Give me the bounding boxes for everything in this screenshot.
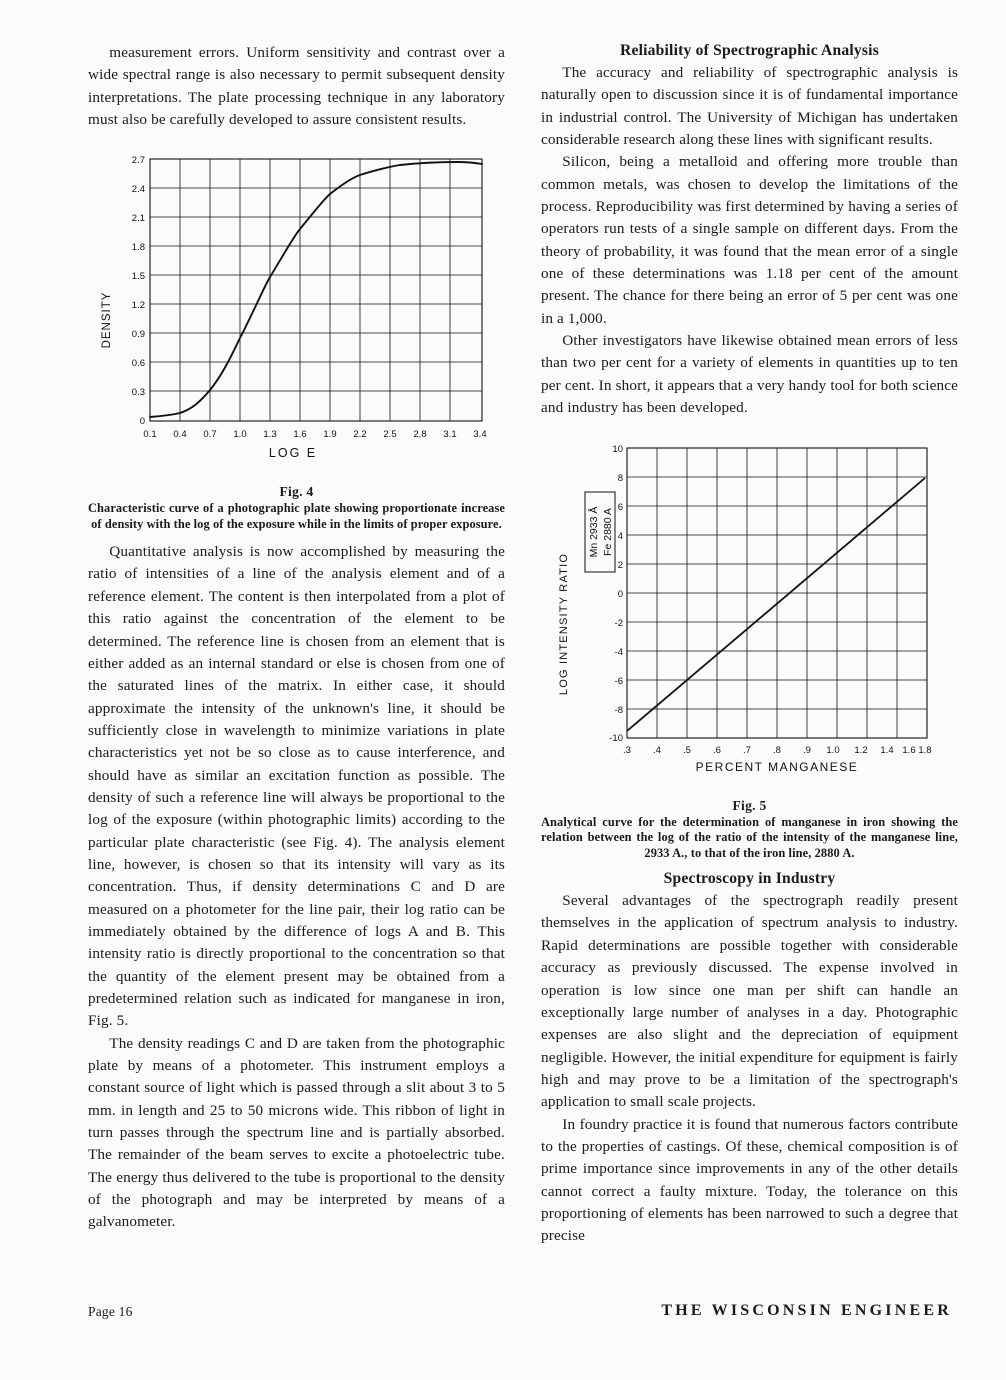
paragraph-left-1: measurement errors. Uniform sensitivity and contrast over a wide spectral range is also necessary to permit subsequent density interpretations. The plate processing technique in any laboratory must also be carefully developed to assure consistent results.: [88, 44, 505, 129]
manganese-analytical-curve-plot: [541, 434, 958, 789]
figure-4-caption: Characteristic curve of a photographic plate showing proportionate increase of density with the log of the exposure while in the limits of proper exposure.: [88, 501, 505, 532]
svg-text:1.2: 1.2: [854, 744, 868, 756]
figure-4-chart: [88, 145, 505, 480]
page-footer: [88, 1304, 958, 1328]
svg-text:-2: -2: [614, 617, 623, 629]
svg-text:1.9: 1.9: [323, 429, 337, 441]
svg-text:2.2: 2.2: [353, 429, 367, 441]
figure-5-chart: [541, 434, 958, 794]
svg-text:.9: .9: [803, 744, 811, 756]
svg-text:-4: -4: [614, 646, 623, 658]
svg-text:2.1: 2.1: [131, 213, 145, 225]
svg-text:0: 0: [617, 588, 623, 600]
figure-4: [88, 145, 505, 533]
svg-text:DENSITY: DENSITY: [101, 291, 113, 349]
svg-text:-10: -10: [609, 732, 623, 744]
svg-text:2.7: 2.7: [131, 155, 145, 167]
svg-text:-8: -8: [614, 704, 623, 716]
paragraph-left-2: Quantitative analysis is now accomplished by measuring the ratio of intensities of a line of the analysis element and of a reference element. The content is then interpolated from a plot of this ratio against the concentration of the element to be determined. The reference line is chosen from an element that is either added as an internal standard or else is chosen from one of the saturated lines of the matrix. In either case, it should approximate the intensity of the unknown's line, it should be sufficiently close in wavelength to minimize variations in plate characteristics yet not be so close as to cause interference, and should have as similar an excitation function as possible. The density of such a reference line will always be proportional to the log of the exposure (within photographic limits) according to the particular plate characteristic (see Fig. 4). The analysis element line, however, is chosen so that its intensity will vary as its concentration. Thus, if density determinations C and D are measured on a photometer for the line pair, their log ratio can be immediately obtained by the difference of logs A and B. This intensity ratio is directly proportional to the concentration so that the quantity of the element present may be obtained from a predetermined relation such as indicated for manganese in iron, Fig. 5.: [88, 543, 505, 1030]
svg-text:LOG INTENSITY RATIO: LOG INTENSITY RATIO: [558, 552, 570, 695]
svg-text:LOG E: LOG E: [268, 446, 318, 461]
svg-text:2.4: 2.4: [131, 184, 145, 196]
figure-4-title: Fig. 4: [279, 484, 314, 500]
svg-text:Mn 2933 Å: Mn 2933 Å: [588, 506, 600, 557]
svg-text:10: 10: [612, 443, 623, 455]
characteristic-curve-plot: [88, 145, 505, 475]
svg-text:.3: .3: [623, 744, 631, 756]
svg-text:2: 2: [617, 559, 623, 571]
svg-text:0: 0: [139, 416, 145, 428]
svg-text:1.5: 1.5: [131, 271, 145, 283]
svg-text:8: 8: [617, 472, 623, 484]
svg-text:1.8: 1.8: [918, 744, 932, 756]
svg-text:0.6: 0.6: [131, 358, 145, 370]
svg-text:4: 4: [617, 530, 623, 542]
paragraph-right-3: Other investigators have likewise obtained mean errors of less than two per cent for a variety of elements in quantities up to ten per cent. In short, it appears that a very handy tool for both science and industry has been developed.: [541, 332, 958, 417]
svg-text:1.4: 1.4: [880, 744, 894, 756]
svg-text:2.8: 2.8: [413, 429, 427, 441]
line-pair-label: [585, 492, 615, 572]
figure-5-title: Fig. 5: [732, 797, 767, 813]
svg-text:1.8: 1.8: [131, 242, 145, 254]
svg-text:0.4: 0.4: [173, 429, 187, 441]
two-column-layout: [88, 42, 958, 1282]
svg-text:0.9: 0.9: [131, 329, 145, 341]
svg-text:0.3: 0.3: [131, 387, 145, 399]
section-heading-reliability: Reliability of Spectrographic Analysis: [620, 42, 879, 59]
journal-title: THE WISCONSIN ENGINEER: [661, 1302, 952, 1319]
svg-text:PERCENT MANGANESE: PERCENT MANGANESE: [695, 759, 859, 774]
left-column: [88, 42, 505, 1282]
svg-text:2.5: 2.5: [383, 429, 397, 441]
svg-text:0.1: 0.1: [143, 429, 157, 441]
right-column: [541, 42, 958, 1282]
svg-text:1.2: 1.2: [131, 300, 145, 312]
svg-text:.8: .8: [773, 744, 781, 756]
svg-text:-6: -6: [614, 675, 623, 687]
svg-text:3.1: 3.1: [443, 429, 457, 441]
svg-text:.5: .5: [683, 744, 691, 756]
svg-text:.6: .6: [713, 744, 721, 756]
svg-text:1.6: 1.6: [902, 744, 916, 756]
paragraph-right-1: The accuracy and reliability of spectrographic analysis is naturally open to discussion since it is of fundamental importance in industrial control. The University of Michigan has undertaken considerable research along these lines with significant results.: [541, 64, 958, 149]
figure-5: [541, 434, 958, 863]
svg-text:1.6: 1.6: [293, 429, 307, 441]
svg-text:1.0: 1.0: [826, 744, 840, 756]
page-number: Page 16: [88, 1304, 133, 1319]
svg-text:Fe 2880 A: Fe 2880 A: [602, 507, 614, 556]
figure-5-caption: Analytical curve for the determination of manganese in iron showing the relation between the log of the ratio of the intensity of the manganese line, 2933 A., to that of the iron line, 2880 A.: [541, 814, 958, 861]
section-heading-spectroscopy: Spectroscopy in Industry: [663, 870, 836, 888]
paragraph-right-4: Several advantages of the spectrograph readily present themselves in the application of spectrum analysis to industry. Rapid determinations are possible together with considerable accuracy as previously discussed. The expense involved in operation is low since one man per shift can handle an exceptionally large number of analyses in a day. Photographic expenses are also slight and the depreciation of equipment negligible. However, the initial expenditure for equipment is fairly high and may prove to be a limitation of the spectrograph's application to small scale projects.: [541, 892, 958, 1111]
paragraph-left-3: The density readings C and D are taken from the photographic plate by means of a photometer. This instrument employs a constant source of light which is passed through a slit about 3 to 5 mm. in length and 25 to 50 microns wide. This ribbon of light in turn passes through the spectrum line and is partially absorbed. The remainder of the beam serves to excite a photoelectric tube. The energy thus delivered to the tube is proportional to the density of the photograph and may be interpreted by means of a galvanometer.: [88, 1034, 505, 1231]
paragraph-right-5: In foundry practice it is found that numerous factors contribute to the properties of castings. Of these, chemical composition is of prime importance since improvements in any of the other details cannot correct a faulty mixture. Today, the tolerance on this proportioning of elements has been narrowed to such a degree that precise: [541, 1115, 958, 1245]
svg-text:1.3: 1.3: [263, 429, 277, 441]
svg-text:.4: .4: [653, 744, 661, 756]
paragraph-right-2: Silicon, being a metalloid and offering more trouble than common metals, was chosen to develop the limitations of the process. Reproducibility was first determined by having a series of operators run tests of a single sample on different days. From the theory of probability, it was found that the mean error of a single one of these determinations was 1.18 per cent of the amount present. The chance for there being an error of 5 per cent was one in a 1,000.: [541, 153, 958, 327]
svg-text:1.0: 1.0: [233, 429, 247, 441]
svg-text:3.4: 3.4: [473, 429, 487, 441]
svg-text:6: 6: [617, 501, 623, 513]
svg-text:0.7: 0.7: [203, 429, 217, 441]
svg-text:.7: .7: [743, 744, 751, 756]
